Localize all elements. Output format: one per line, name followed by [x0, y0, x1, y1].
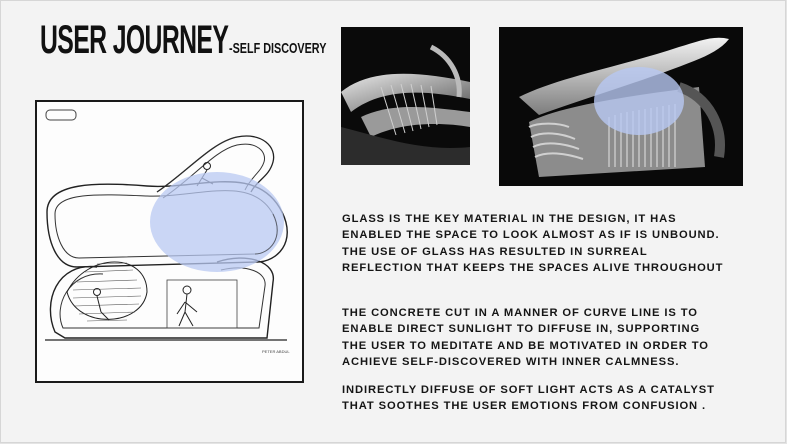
model-photo-overview	[499, 27, 743, 186]
highlight-ellipse	[150, 172, 284, 272]
paragraph-concrete	[342, 305, 762, 371]
sketch-signature: PETER ABDUL	[262, 349, 290, 354]
text-line: THE USE OF GLASS HAS RESULTED IN SURREAL	[342, 245, 648, 258]
paragraph-glass	[342, 211, 762, 277]
text-line: ENABLE DIRECT SUNLIGHT TO DIFFUSE IN, SUPPORTING	[342, 323, 701, 336]
text-line: THE CONCRETE CUT IN A MANNER OF CURVE LINE IS TO	[342, 307, 698, 319]
text-line: ENABLED THE SPACE TO LOOK ALMOST AS IF IS UNBOUND.	[342, 229, 720, 242]
text-line: THE USER TO MEDITATE AND BE MOTIVATED IN ORDER TO	[342, 339, 709, 352]
page-subtitle: -SELF DISCOVERY	[229, 40, 327, 57]
text-line: GLASS IS THE KEY MATERIAL IN THE DESIGN, IT HAS	[342, 213, 677, 225]
sketch-drawing	[37, 102, 302, 381]
page-title: USER JOURNEY	[40, 18, 229, 62]
text-line: INDIRECTLY DIFFUSE OF SOFT LIGHT ACTS AS A CATALYST	[342, 384, 715, 396]
text-line: REFLECTION THAT KEEPS THE SPACES ALIVE THROUGHOUT	[342, 262, 724, 275]
text-line: ACHIEVE SELF-DISCOVERED WITH INNER CALMNESS.	[342, 356, 680, 369]
model-photo-closeup	[341, 27, 470, 165]
design-sketch	[35, 100, 304, 383]
paragraph-light	[342, 382, 762, 415]
highlight-ellipse	[594, 67, 684, 135]
text-line: THAT SOOTHES THE USER EMOTIONS FROM CONFUSION .	[342, 400, 707, 413]
